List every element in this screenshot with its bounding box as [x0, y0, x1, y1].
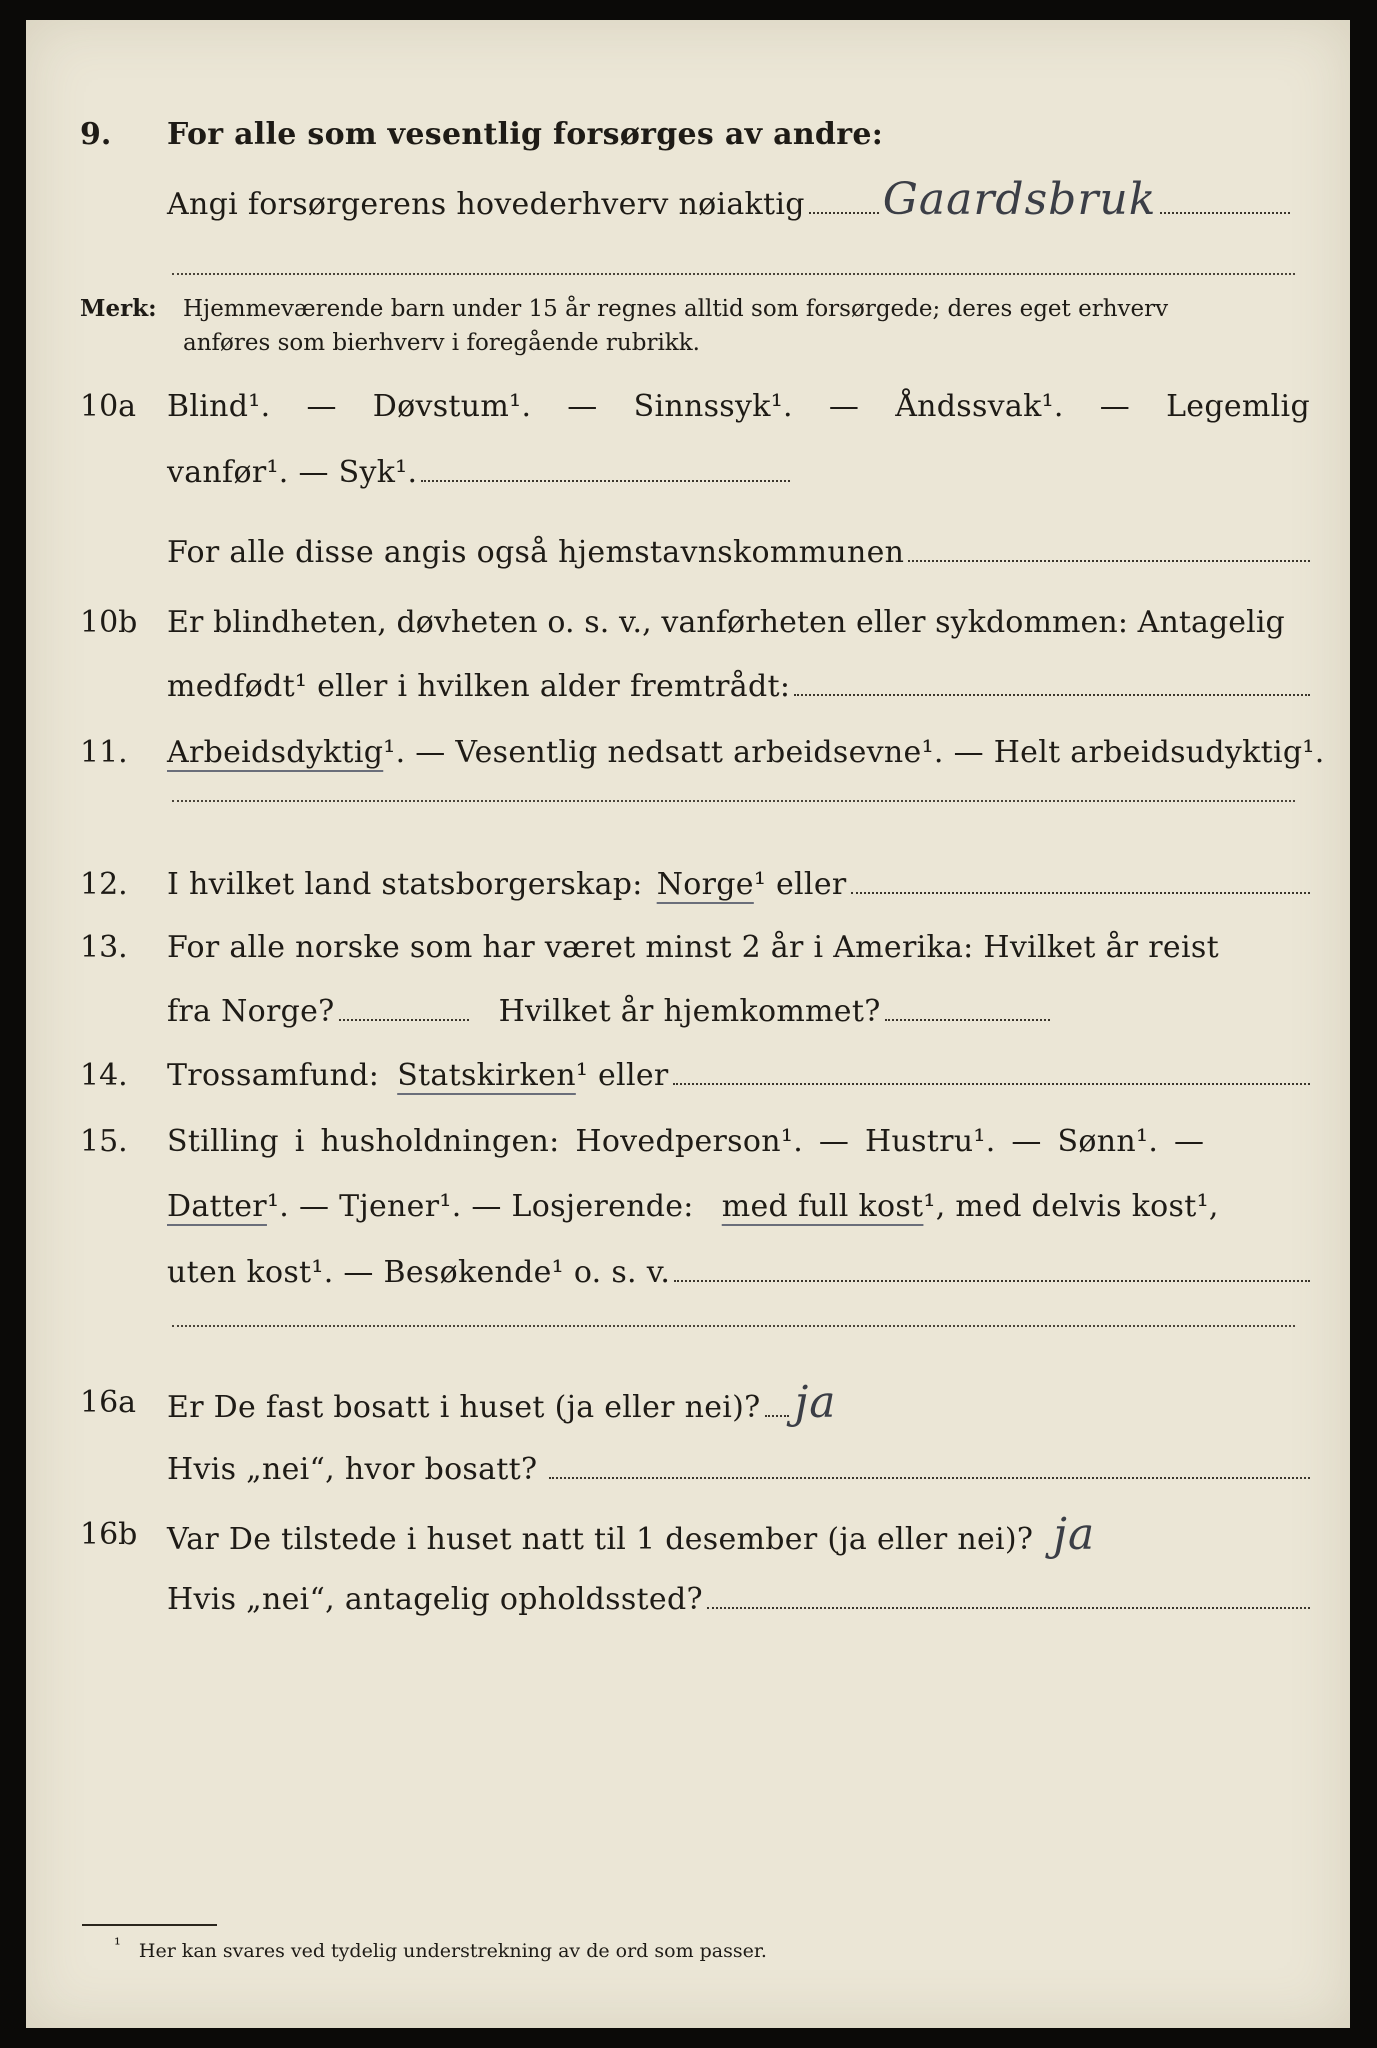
q15-row-1	[26, 1117, 1350, 1167]
q10b-row-2	[26, 662, 1350, 712]
q14-leader	[673, 1063, 1310, 1085]
q9-heading-row	[26, 110, 1350, 160]
q15-datter-underlined[interactable]: Datter	[167, 1189, 267, 1224]
q11-number: 11.	[80, 735, 128, 770]
q10b-row-1	[26, 598, 1350, 648]
q15-row-3	[26, 1248, 1350, 1298]
q10a-hjemstavn: For alle disse angis også hjemstavnskommunen	[167, 535, 905, 570]
q9-blank-line	[172, 273, 1295, 275]
q10a-row-3	[26, 528, 1350, 578]
q11-blank-line	[172, 800, 1295, 802]
q11-arbeidsdyktig-underlined[interactable]: Arbeidsdyktig	[167, 735, 384, 770]
q16b-prompt: Var De tilstede i huset natt til 1 desember (ja eller nei)?	[167, 1522, 1034, 1557]
census-form-page	[26, 20, 1350, 2028]
q15-end: ¹, med delvis kost¹,	[923, 1189, 1219, 1224]
q10a-blind: Blind¹.	[167, 389, 271, 424]
q10a-sinnssyk: Sinnssyk¹.	[633, 389, 793, 424]
q12-prefix: I hvilket land statsborgerskap:	[167, 867, 643, 902]
q13-number: 13.	[80, 930, 128, 965]
q12-row	[26, 860, 1350, 910]
q10b-number: 10b	[80, 605, 138, 640]
dash: —	[1099, 389, 1131, 424]
q16b-leader	[707, 1587, 1310, 1609]
q13-row-1	[26, 923, 1350, 973]
q13-hjemkommet: Hvilket år hjemkommet?	[498, 994, 881, 1029]
q14-prefix: Trossamfund:	[167, 1058, 380, 1093]
q16b-line-2: Hvis „nei“, antagelig opholdssted?	[167, 1582, 703, 1617]
q13-leader-2	[885, 999, 1050, 1021]
q14-suffix: ¹ eller	[575, 1058, 669, 1093]
q9-heading: For alle som vesentlig forsørges av andre:	[167, 117, 884, 152]
q15-line-3: uten kost¹. — Besøkende¹ o. s. v.	[167, 1255, 671, 1290]
q16a-number: 16a	[80, 1385, 137, 1420]
q10a-leader-2	[421, 460, 790, 482]
merk-line-1: Hjemmeværende barn under 15 år regnes alltid som forsørgede; deres eget erhverv	[183, 296, 1169, 322]
q10a-dovstum: Døvstum¹.	[372, 389, 532, 424]
q10a-vanfor-syk: vanfør¹. — Syk¹.	[167, 455, 418, 490]
q12-norge-underlined[interactable]: Norge	[656, 867, 754, 902]
q16b-number: 16b	[80, 1517, 138, 1552]
q13-row-2	[26, 987, 1350, 1037]
q11-line	[167, 728, 1325, 778]
q16a-leader-2	[549, 1457, 1310, 1479]
footnote-mark: ¹	[114, 1935, 121, 1955]
merk-label: Merk:	[80, 295, 157, 322]
q10a-row-1	[26, 382, 1350, 432]
merk-line-2: anføres som bierhverv i foregående rubrikk.	[183, 330, 700, 356]
q14-number: 14.	[80, 1058, 128, 1093]
q10b-line-1: Er blindheten, døvheten o. s. v., vanførheten eller sykdommen: Antagelig	[167, 605, 1285, 640]
q16a-row-2	[26, 1445, 1350, 1495]
q9-prompt: Angi forsørgerens hovederhverv nøiaktig	[167, 187, 805, 222]
q13-fra-norge: fra Norge?	[167, 994, 335, 1029]
q10b-line-2: medfødt¹ eller i hvilken alder fremtrådt:	[167, 669, 791, 704]
q16b-row-2	[26, 1575, 1350, 1625]
q9-leader	[809, 192, 879, 214]
q11-row	[26, 728, 1350, 778]
dash: —	[828, 389, 860, 424]
q10a-legemlig: Legemlig	[1166, 389, 1310, 424]
q15-leader	[674, 1260, 1310, 1282]
q12-suffix: ¹ eller	[753, 867, 847, 902]
q13-line-1: For alle norske som har været minst 2 år i Amerika: Hvilket år reist	[167, 930, 1219, 965]
q16a-row-1	[26, 1378, 1350, 1428]
q16a-leader	[765, 1395, 789, 1417]
q15-full-kost-underlined[interactable]: med full kost	[721, 1189, 924, 1224]
q9-leader-end	[1160, 192, 1290, 214]
q10a-andssvak: Åndssvak¹.	[895, 389, 1064, 424]
q14-row	[26, 1051, 1350, 1101]
q10a-leader-3	[908, 540, 1310, 562]
q9-answer-handwritten[interactable]: Gaardsbruk	[882, 174, 1157, 225]
q15-row-2	[26, 1182, 1350, 1232]
q12-number: 12.	[80, 867, 128, 902]
q9-number: 9.	[80, 117, 112, 152]
q16a-line-2: Hvis „nei“, hvor bosatt?	[167, 1452, 538, 1487]
q15-line-1: Stilling i husholdningen: Hovedperson¹. — Hustru¹. — Sønn¹. —	[167, 1124, 1205, 1159]
q15-blank-line	[172, 1325, 1295, 1327]
q15-mid: ¹. — Tjener¹. — Losjerende:	[266, 1189, 694, 1224]
q10a-number: 10a	[80, 389, 137, 424]
q9-prompt-row	[26, 175, 1350, 225]
footnote	[114, 1930, 767, 1966]
dash: —	[306, 389, 337, 424]
q16a-answer-handwritten[interactable]: ja	[794, 1377, 837, 1428]
dash: —	[567, 389, 598, 424]
q16b-row-1	[26, 1510, 1350, 1560]
footnote-text: Her kan svares ved tydelig understrekning av de ord som passer.	[138, 1940, 767, 1963]
q12-leader	[851, 872, 1310, 894]
q10b-leader	[794, 674, 1310, 696]
q10a-row-2	[26, 448, 1350, 498]
q11-rest: ¹. — Vesentlig nedsatt arbeidsevne¹. — Helt arbeidsudyktig¹.	[383, 735, 1325, 770]
q16a-prompt: Er De fast bosatt i huset (ja eller nei)?	[167, 1390, 761, 1425]
q15-line-2	[167, 1182, 1290, 1232]
q13-leader-1	[339, 999, 469, 1021]
q16b-answer-handwritten[interactable]: ja	[1053, 1509, 1096, 1560]
q15-number: 15.	[80, 1124, 128, 1159]
footnote-rule	[82, 1924, 217, 1926]
q14-statskirken-underlined[interactable]: Statskirken	[397, 1058, 576, 1093]
